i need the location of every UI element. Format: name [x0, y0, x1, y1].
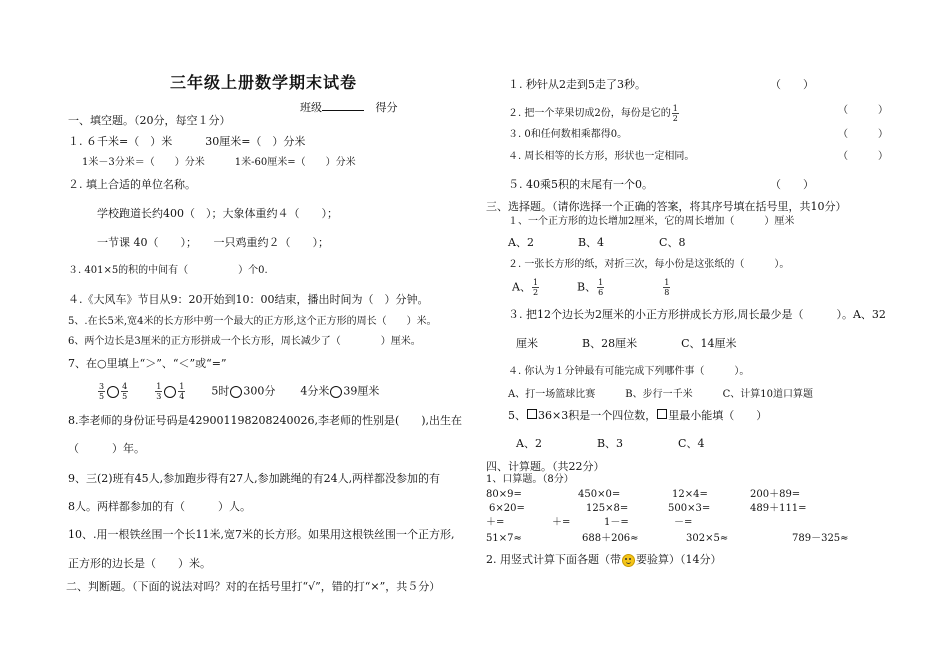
calc-cell: ＋= — [552, 517, 571, 528]
section-4-heading: 四、计算题。（共22分） — [486, 460, 605, 473]
fraction: $\frac{1}{2}$ — [672, 104, 678, 123]
calc-cell: 489＋111= — [750, 503, 807, 514]
choice-1-options: A、2 B、4 C、8 — [508, 236, 686, 249]
choice-4-options: A、打一场篮球比赛 B、步行一千米 C、计算10道口算题 — [508, 389, 813, 400]
judge-1: １. 秒针从2走到5走了3秒。 — [508, 78, 646, 91]
calc-cell: 200＋89= — [750, 489, 801, 500]
judge-3-paren[interactable]: （ ） — [838, 129, 888, 140]
question-1b: 1米－3分米＝（ ）分米 1米-60厘米=（ ）分米 — [82, 157, 356, 168]
choice-2-options: A、 $\frac{1}{2}$ B、 $\frac{1}{6}$ $\frac{1}{8}$ — [512, 278, 670, 297]
calc-cell: 1－= — [604, 517, 629, 528]
calc-cell: 450×0= — [578, 489, 621, 500]
calc-oral-heading: 1、口算题。（8分） — [486, 474, 574, 485]
compare-circle-icon[interactable] — [230, 386, 242, 398]
question-4: ４.《大风车》节目从9：20开始到10：00结束，播出时间为（ ）分钟。 — [68, 293, 429, 306]
compare-left: 5时 — [211, 384, 230, 398]
judge-4-paren[interactable]: （ ） — [838, 151, 888, 162]
compare-circle-icon[interactable] — [164, 386, 176, 398]
compare-right: 39厘米 — [343, 384, 380, 398]
question-8a: 8.李老师的身份证号码是429001198208240026,李老师的性别是( ),出生在 — [68, 414, 463, 427]
choice-1: １、一个正方形的边长增加2厘米，它的周长增加（ ）厘米 — [508, 216, 795, 227]
judge-3: ３. 0和任何数相乘都得0。 — [508, 129, 628, 140]
fraction: $\frac{1}{4}$ — [179, 382, 185, 401]
section-2-heading: 二、判断题。（下面的说法对吗？对的在括号里打“√”，错的打“×”，共５分） — [66, 580, 441, 593]
calc-cell: 789－325≈ — [792, 533, 849, 544]
question-9a: 9、三(2)班有45人,参加跑步得有27人,参加跳绳的有24人,两样都没参加的有 — [68, 472, 441, 485]
question-3: ３. 401×5的积的中间有（ ）个0. — [68, 265, 268, 276]
calc-cell: 500×3= — [668, 503, 711, 514]
digit-box-icon[interactable] — [657, 409, 667, 419]
compare-circle-icon[interactable] — [107, 386, 119, 398]
question-2a: 学校跑道长约400（ ）；大象体重约４（ ）； — [97, 207, 338, 220]
choice-3a: ３. 把12个边长为2厘米的小正方形拼成长方形,周长最少是（ ）。A、32 — [508, 308, 886, 321]
calc-cell: －= — [674, 517, 693, 528]
question-7: 7、在○里填上“＞”、“＜”或“=” — [68, 357, 227, 370]
question-5: 5、.在长5米,宽4米的长方形中剪一个最大的正方形,这个正方形的周长（ ）米。 — [68, 316, 437, 327]
question-10b: 正方形的边长是（ ）米。 — [68, 557, 211, 570]
calc-cell: 51×7≈ — [486, 533, 522, 544]
judge-4: ４. 周长相等的长方形，形状也一定相同。 — [508, 151, 695, 162]
judge-2: ２. 把一个苹果切成2份，每份是它的 $\frac{1}{2}$ — [508, 104, 678, 123]
compare-right: 300分 — [243, 384, 276, 398]
fraction: $\frac{1}{2}$ — [532, 278, 539, 297]
choice-5: 5、 36×3积是一个四位数， 里最小能填（ ） — [508, 409, 768, 422]
judge-1-paren[interactable]: （ ） — [770, 78, 814, 91]
choice-4: ４. 你认为１分钟最有可能完成下列哪件事（ ）。 — [508, 366, 750, 377]
question-6: 6、两个边长是3厘米的正方形拼成一个长方形，周长减少了（ ）厘米。 — [68, 336, 421, 347]
fraction: $\frac{1}{6}$ — [598, 278, 604, 297]
calc-cell: 302×5≈ — [686, 533, 729, 544]
question-8b: （ ）年。 — [68, 442, 145, 455]
fraction: $\frac{3}{5}$ — [99, 382, 105, 401]
section-3-heading: 三、选择题。（请你选择一个正确的答案，将其序号填在括号里，共10分） — [486, 200, 847, 213]
calc-cell: ＋= — [486, 517, 505, 528]
judge-2-paren[interactable]: （ ） — [838, 105, 888, 116]
class-blank[interactable] — [322, 100, 364, 111]
class-score-line — [300, 100, 398, 115]
calc-cell: 6×20= — [489, 503, 525, 514]
question-2b: 一节课 40（ ）； 一只鸡重约２（ ）； — [97, 236, 329, 249]
calc-cell: 12×4= — [672, 489, 708, 500]
calc-cell: 688＋206≈ — [582, 533, 639, 544]
question-2: ２. 填上合适的单位名称。 — [68, 178, 196, 191]
class-label: 班级 — [300, 101, 322, 114]
compare-circle-icon[interactable] — [330, 386, 342, 398]
calc-cell: 125×8= — [586, 503, 629, 514]
page-title: 三年级上册数学期末试卷 — [170, 73, 358, 92]
judge-5: ５. 40乘5积的末尾有一个0。 — [508, 178, 653, 191]
judge-5-paren[interactable]: （ ） — [770, 178, 814, 191]
digit-box-icon[interactable] — [527, 409, 537, 419]
calc-vertical-heading: 2. 用竖式计算下面各题（带 要验算）（14分） — [486, 553, 722, 566]
calc-cell: 80×9= — [486, 489, 522, 500]
smiley-face-icon — [622, 554, 635, 567]
choice-5-options: A、2 B、3 C、4 — [516, 437, 705, 450]
score-label: 得分 — [375, 101, 398, 114]
fraction: $\frac{1}{8}$ — [664, 278, 670, 297]
choice-3b: 厘米 B、28厘米 C、14厘米 — [516, 337, 737, 350]
fraction: $\frac{1}{3}$ — [156, 382, 162, 401]
compare-left: 4分米 — [300, 384, 330, 398]
question-7-items — [97, 382, 379, 401]
question-10a: 10、.用一根铁丝围一个长11米,宽7米的长方形。如果用这根铁丝围一个正方形, — [68, 528, 455, 541]
fraction: $\frac{4}{5}$ — [122, 382, 128, 401]
section-1-heading: 一、填空题。（20分，每空１分） — [68, 114, 231, 127]
question-9b: 8人。两样都参加的有（ ）人。 — [68, 500, 251, 513]
question-1a: １. ６千米=（ ）米 30厘米=（ ）分米 — [68, 135, 306, 148]
choice-2: ２. 一张长方形的纸，对折三次，每小份是这张纸的（ ）。 — [508, 259, 790, 270]
